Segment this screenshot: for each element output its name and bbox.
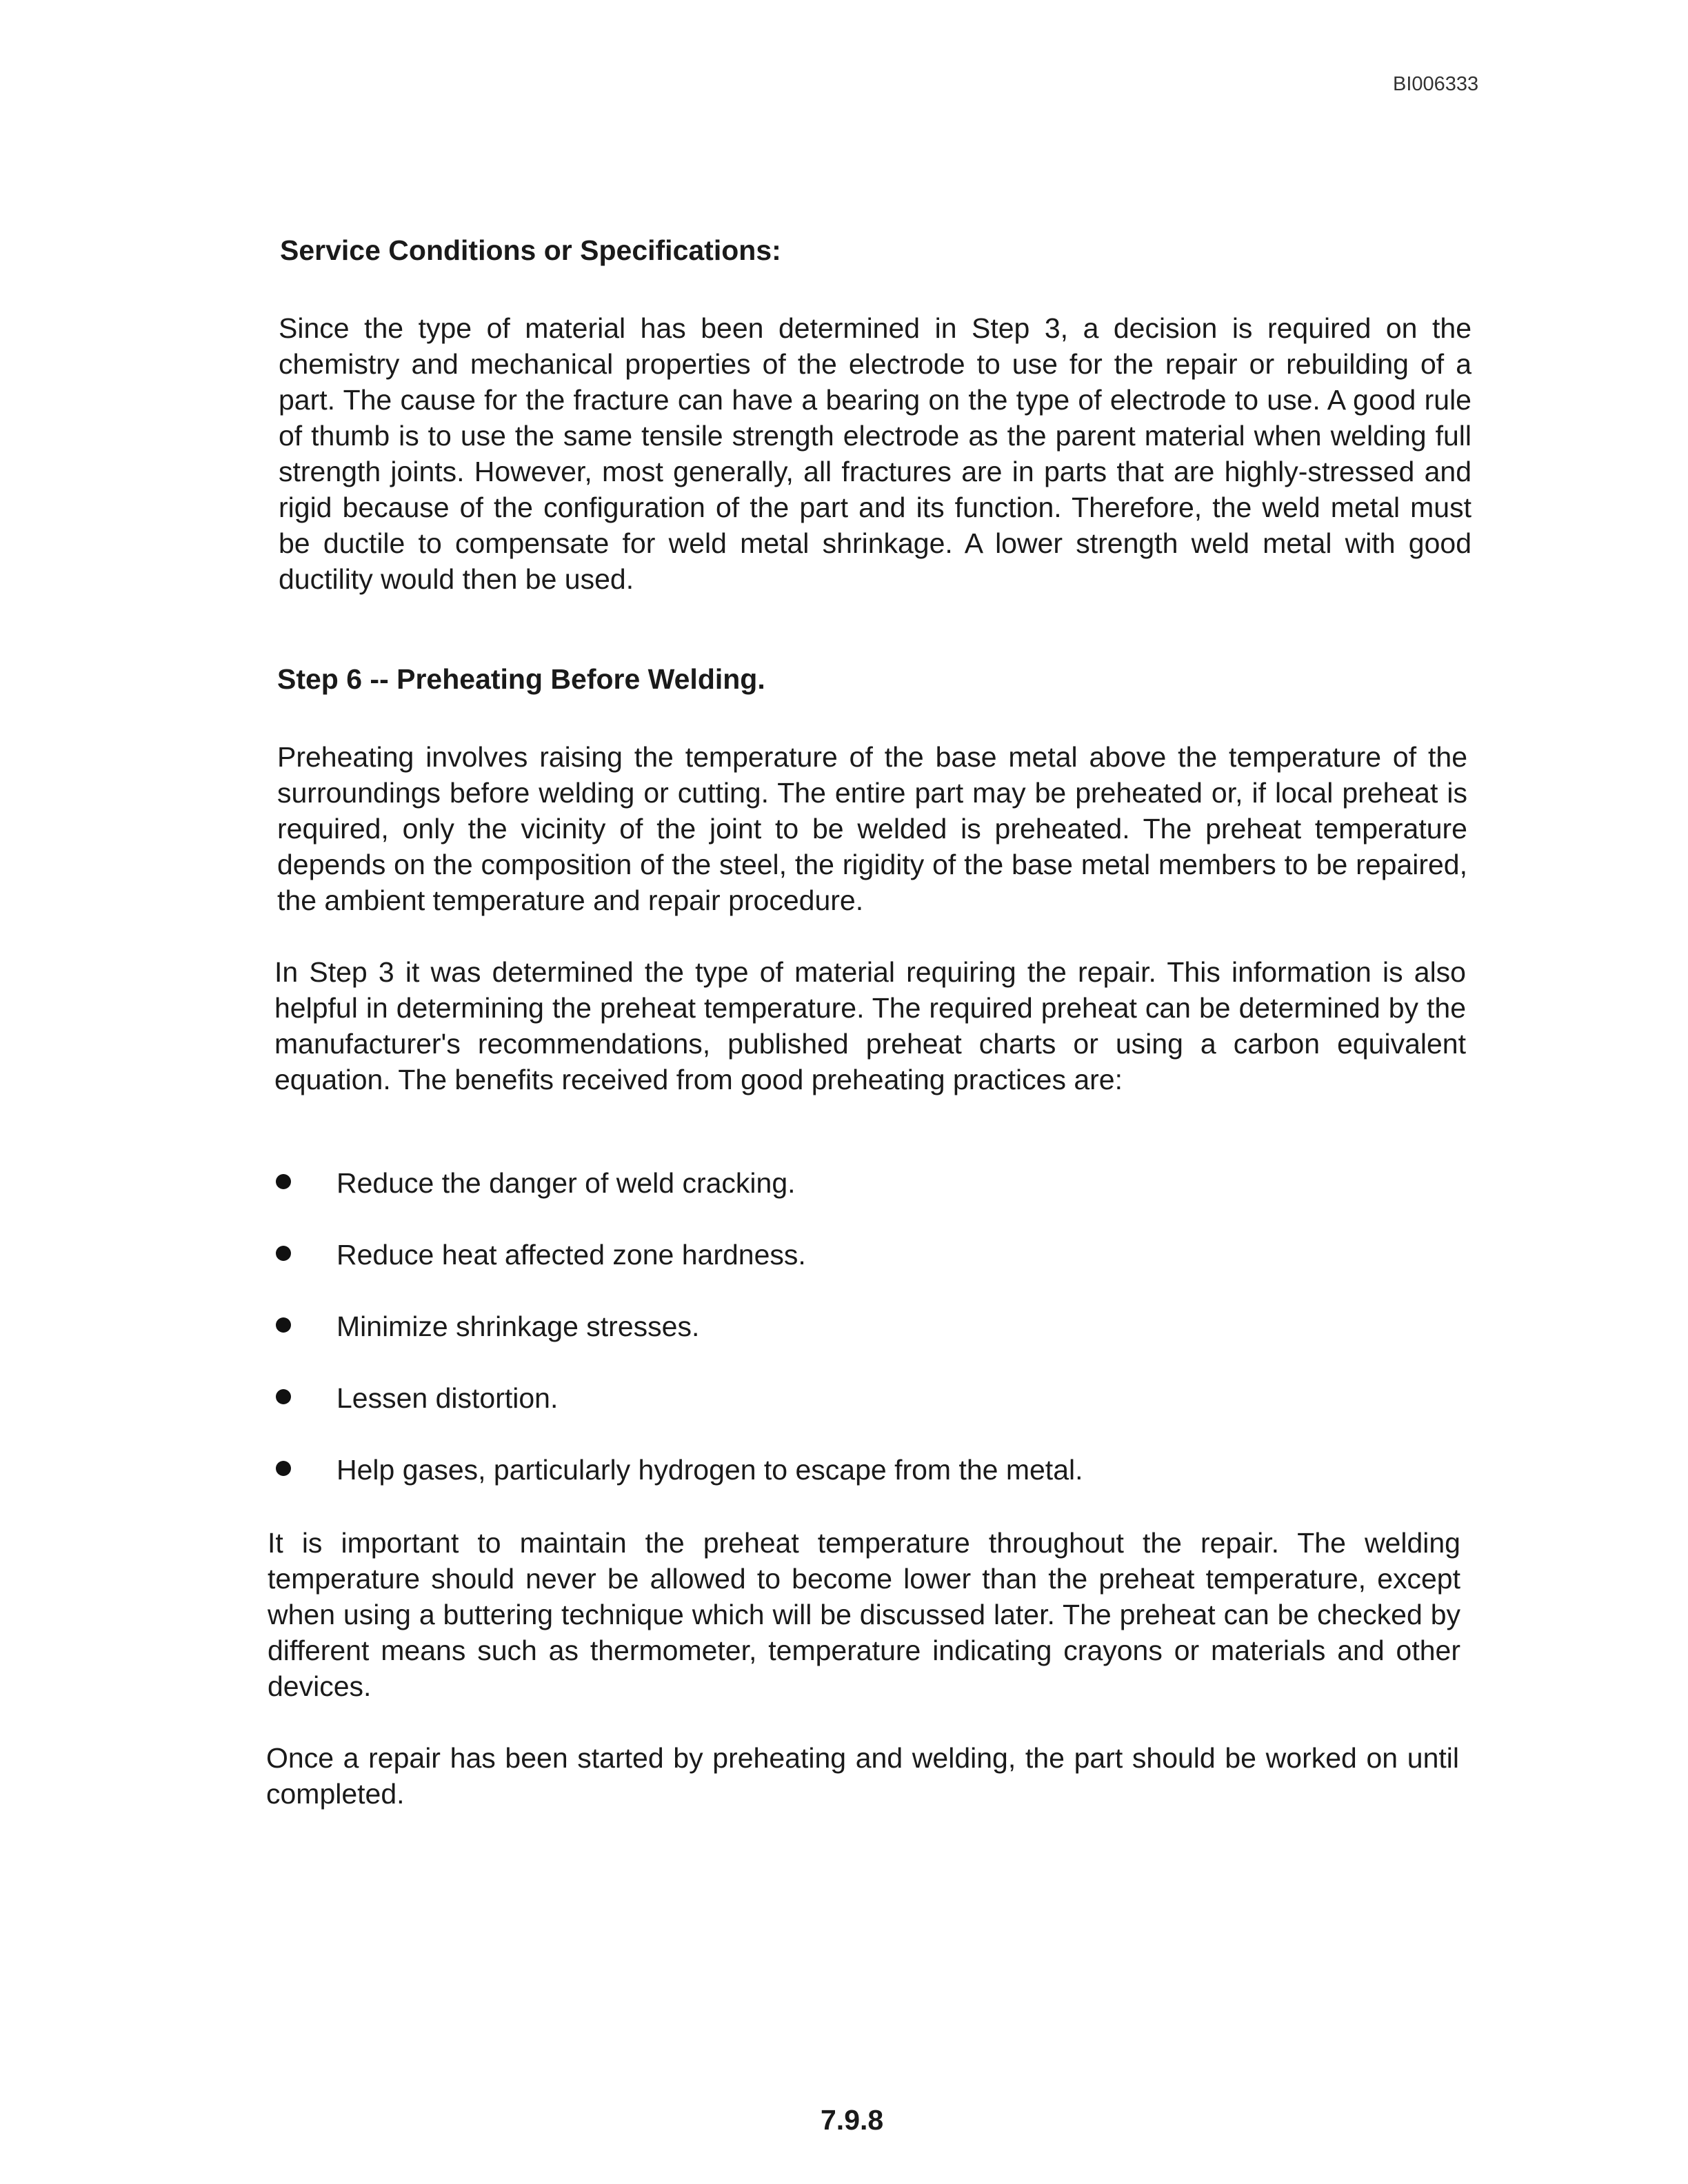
list-item — [270, 1308, 1443, 1380]
service-conditions-heading: Service Conditions or Specifications: — [280, 234, 781, 266]
bullet-icon — [276, 1174, 291, 1189]
list-item-text: Reduce the danger of weld cracking. — [336, 1167, 796, 1199]
list-item — [270, 1452, 1443, 1524]
list-item — [270, 1237, 1443, 1308]
list-item-text: Reduce heat affected zone hardness. — [336, 1239, 806, 1271]
preheating-paragraph-3: It is important to maintain the preheat temperature throughout the repair. The welding temperature should never be allowed to become lower than the preheat temperature, except when using a buttering technique which will be discussed later. The preheat can be checked by different means such as thermometer, temperature indicating crayons or materials and other devices. — [268, 1527, 1460, 1702]
list-item-text: Minimize shrinkage stresses. — [336, 1311, 700, 1342]
list-item-text: Lessen distortion. — [336, 1382, 559, 1414]
step-6-heading: Step 6 -- Preheating Before Welding. — [277, 663, 765, 695]
list-item — [270, 1380, 1443, 1452]
preheating-paragraph-1: Preheating involves raising the temperature of the base metal above the temperature of the surroundings before welding or cutting. The entire part may be preheated or, if local preheat is required, only the vicinity of the joint to be welded is preheated. The preheat temperature depends on the composition of the steel, the rigidity of the base metal members to be repaired, the ambient temperature and repair procedure. — [277, 741, 1467, 916]
bullet-icon — [276, 1461, 291, 1476]
page-number: 7.9.8 — [821, 2104, 884, 2136]
list-item — [270, 1165, 1443, 1237]
bullet-icon — [276, 1246, 291, 1261]
service-conditions-paragraph: Since the type of material has been determined in Step 3, a decision is required on the chemistry and mechanical properties of the electrode to use for the repair or rebuilding of a part. The cause for the fracture can have a bearing on the type of electrode to use. A good rule of thumb is to use the same tensile strength electrode as the parent material when welding full strength joints. However, most generally, all fractures are in parts that are highly-stressed and rigid because of the configuration of the part and its function. Therefore, the weld metal must be ductile to compensate for weld metal shrinkage. A lower strength weld metal with good ductility would then be used. — [279, 312, 1471, 595]
benefits-list — [270, 1165, 1443, 1524]
bullet-icon — [276, 1317, 291, 1333]
list-item-text: Help gases, particularly hydrogen to escape from the metal. — [336, 1454, 1083, 1486]
document-id: BI006333 — [1393, 73, 1479, 95]
preheating-paragraph-4: Once a repair has been started by preheating and welding, the part should be worked on until completed. — [266, 1742, 1459, 1810]
preheating-paragraph-2: In Step 3 it was determined the type of material requiring the repair. This information is also helpful in determining the preheat temperature. The required preheat can be determined by the manufacturer's recommendations, published preheat charts or using a carbon equivalent equation. The benefits received from good preheating practices are: — [274, 956, 1466, 1095]
bullet-icon — [276, 1389, 291, 1404]
